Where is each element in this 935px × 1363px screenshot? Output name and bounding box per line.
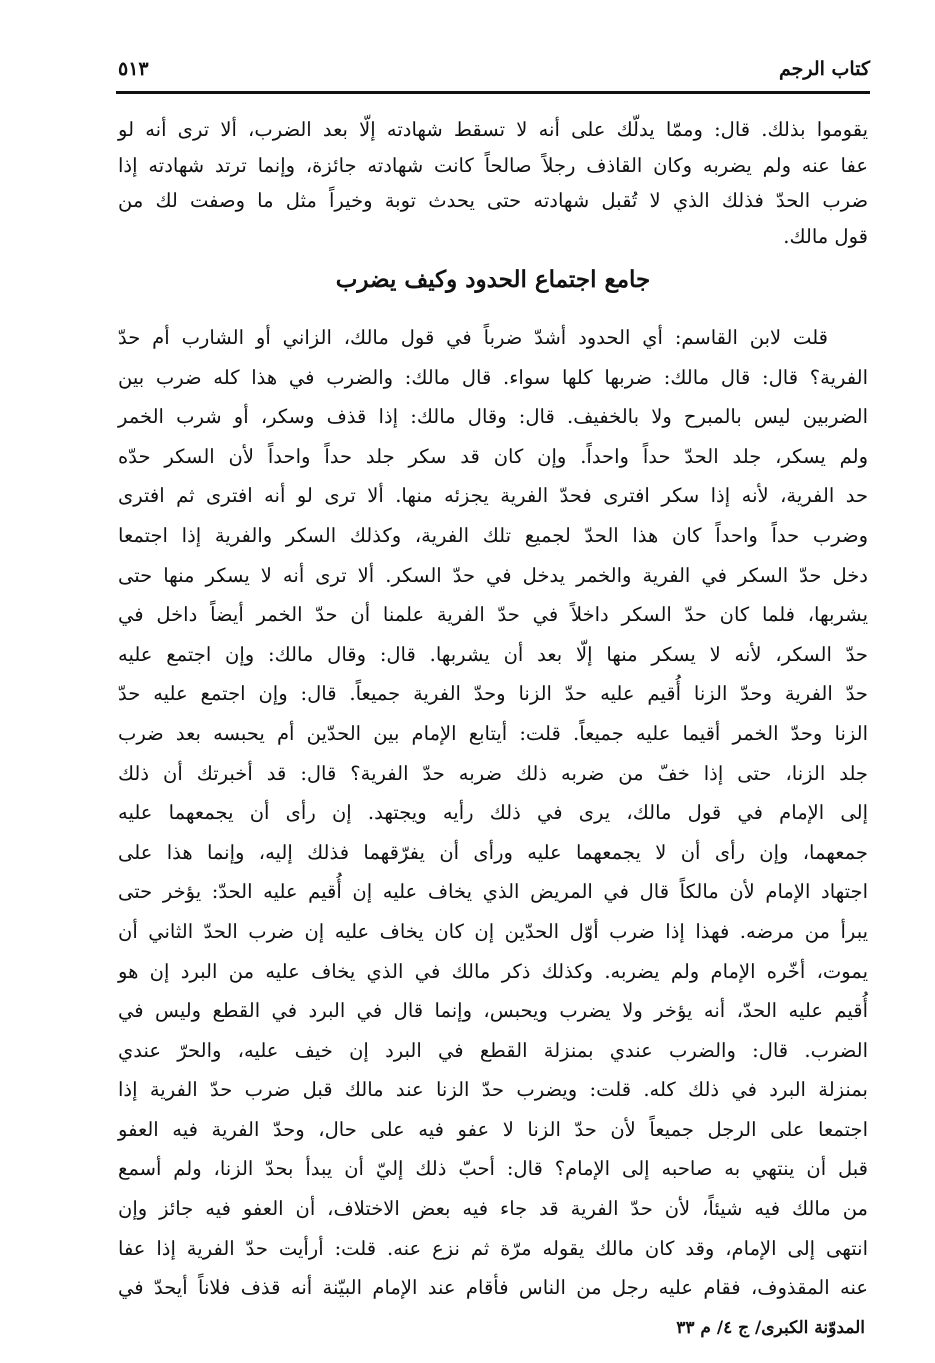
text-line: حدّ السكر، لأنه لا يسكر منها إلّا بعد أن يشربها. قال: وقال مالك: وإن اجتمع عليه xyxy=(118,642,868,666)
text-line: الضربين ليس بالمبرح ولا بالخفيف. قال: وقال مالك: إذا قذف وسكر، أو شرب الخمر xyxy=(118,405,868,429)
text-line: يشربها، فلما كان حدّ السكر داخلاً في حدّ الفرية علمنا أن حدّ الخمر أيضاً داخل في xyxy=(118,603,868,627)
text-line: حد الفرية، لأنه إذا سكر افترى فحدّ الفرية يجزئه منها. ألا ترى لو أنه افترى ثم افترى xyxy=(118,484,868,508)
paragraph-continued xyxy=(118,112,868,254)
text-line: يموت، أخّره الإمام ولم يضربه. وكذلك ذكر مالك في الذي يخاف عليه من البرد إن هو xyxy=(118,959,868,983)
footer-signature: المدوّنة الكبرى/ ج ٤/ م ٣٣ xyxy=(676,1318,865,1338)
text-line: انتهى إلى الإمام، وقد كان مالك يقوله مرّة ثم نزع عنه. قلت: أرأيت حدّ الفرية إذا عفا xyxy=(118,1236,868,1260)
text-line: الفرية؟ قال: قال مالك: ضربها كلها سواء. قال مالك: والضرب في هذا كله ضرب بين xyxy=(118,365,868,389)
text-line: يبرأ من مرضه. فهذا إذا ضرب أوّل الحدّين إن كان يخاف عليه إن ضرب الحدّ الثاني أن xyxy=(118,919,868,943)
text-line: جمعهما، وإن رأى أن لا يجمعهما عليه ورأى أن يفرّقهما فذلك إليه، وإنما هذا على xyxy=(118,840,868,864)
text-line: من مالك فيه شيئاً، لأن حدّ الفرية قد جاء فيه بعض الاختلاف، أن العفو فيه جائز وإن xyxy=(118,1197,868,1221)
text-line: حدّ الفرية وحدّ الزنا أُقيم عليه حدّ الزنا وحدّ الفرية جميعاً. قال: وإن اجتمع عليه حدّ xyxy=(118,682,868,706)
page-number: ٥١٣ xyxy=(118,58,149,80)
text-line: عنه المقذوف، فقام عليه رجل من الناس فأقام عند الإمام البيّنة أنه قذف فلاناً أيحدّ في xyxy=(118,1276,868,1300)
text-line: ضرب الحدّ فذلك الذي لا تُقبل شهادته حتى يحدث توبة وخيراً مثل ما وصفت لك من xyxy=(118,189,868,212)
running-header xyxy=(118,58,870,88)
paragraph-main xyxy=(118,318,868,1308)
text-line: إلى الإمام في قول مالك، يرى في ذلك رأيه ويجتهد. إن رأى أن يجمعهما عليه xyxy=(118,801,868,825)
text-line: ولم يسكر، جلد الحدّ حداً واحداً. وإن كان قد سكر جلد حداً واحداً لأن السكر حدّه xyxy=(118,444,868,468)
text-line: الضرب. قال: والضرب عندي بمنزلة القطع في البرد إن خيف عليه، والحرّ عندي xyxy=(118,1038,868,1062)
text-line: قبل أن ينتهي به صاحبه إلى الإمام؟ قال: أحبّ ذلك إليّ أن يبدأ بحدّ الزنا، ولم أسمع xyxy=(118,1157,868,1181)
text-line: بمنزلة البرد في ذلك كله. قلت: ويضرب حدّ الزنا عند مالك قبل ضرب حدّ الفرية إذا xyxy=(118,1078,868,1102)
text-line: قلت لابن القاسم: أي الحدود أشدّ ضرباً في قول مالك، الزاني أو الشارب أم حدّ xyxy=(118,326,828,349)
text-line: جلد الزنا، حتى إذا خفّ من ضربه ذلك ضربه حدّ الفرية؟ قال: قد أخبرتك أن ذلك xyxy=(118,761,868,785)
text-line: قول مالك. xyxy=(783,224,868,248)
text-line: أُقيم عليه الحدّ، أنه يؤخر ولا يضرب ويحبس، وإنما قال في البرد في القطع وليس في xyxy=(118,999,868,1023)
text-line: دخل حدّ السكر في الفرية والخمر يدخل في حدّ السكر. ألا ترى أنه لا يسكر منها حتى xyxy=(118,563,868,587)
text-line: اجتهاد الإمام لأن مالكاً قال في المريض الذي يخاف عليه إن أُقيم عليه الحدّ: يؤخر حتى xyxy=(118,880,868,904)
section-heading: جامع اجتماع الحدود وكيف يضرب xyxy=(335,266,651,293)
text-line: عفا عنه ولم يضربه وكان القاذف رجلاً صالحاً كانت شهادته جائزة، وإنما ترتد شهادته إذا xyxy=(118,153,868,177)
text-line: وضرب حداً واحداً كان هذا الحدّ لجميع تلك الفرية، وكذلك السكر والفرية إذا اجتمعا xyxy=(118,523,868,547)
running-title: كتاب الرجم xyxy=(778,58,870,80)
text-line: اجتمعا على الرجل جميعاً لأن حدّ الزنا لا عفو فيه على حال، وحدّ الفرية فيه العفو xyxy=(118,1117,868,1141)
header-rule xyxy=(116,91,870,94)
text-line: يقوموا بذلك. قال: وممّا يدلّك على أنه لا تسقط شهادته إلّا بعد الضرب، ألا ترى أنه لو xyxy=(118,118,868,141)
text-line: الزنا وحدّ الخمر أقيما عليه جميعاً. قلت: أيتابع الإمام بين الحدّين أم يحبسه بعد ضرب xyxy=(118,721,868,745)
